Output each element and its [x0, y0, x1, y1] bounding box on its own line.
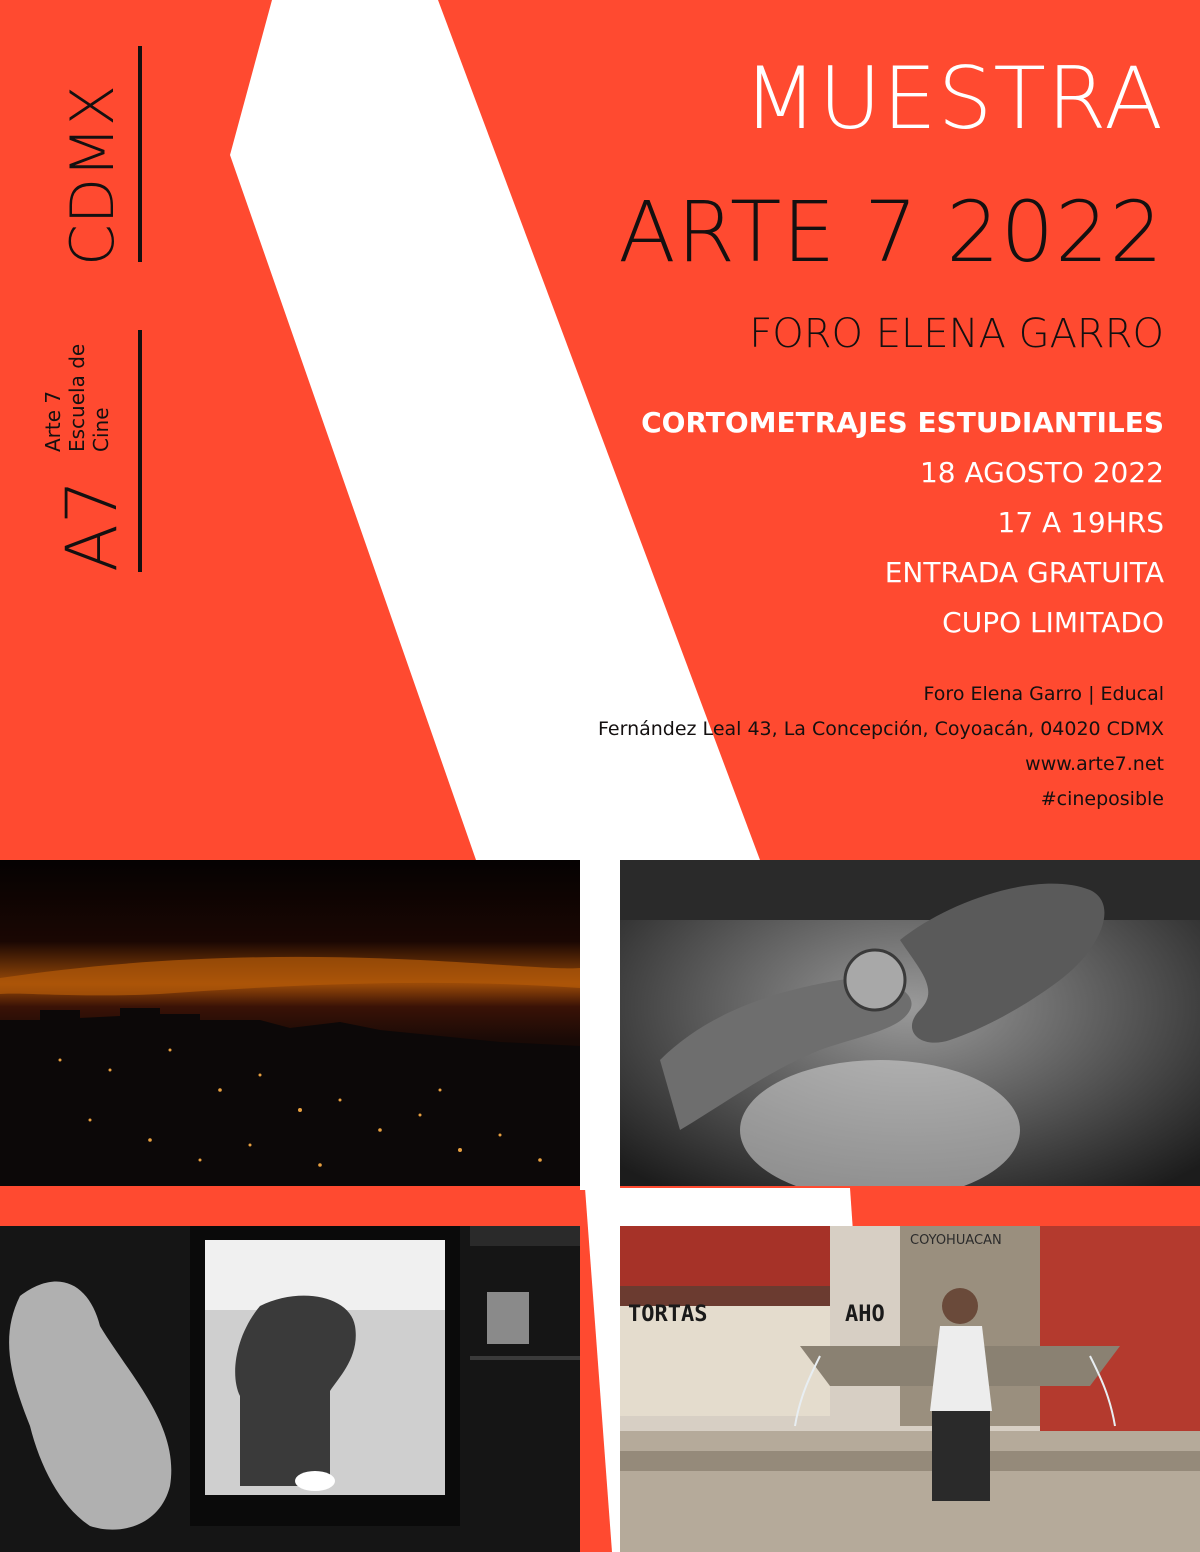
sign-coyohuacan: COYOHUACAN	[910, 1233, 1002, 1248]
event-details	[641, 398, 1164, 648]
logo-block	[0, 0, 160, 600]
photo-hands-coin	[620, 860, 1200, 1186]
photo-city-night	[0, 860, 580, 1186]
photo-mirror-man	[0, 1226, 580, 1552]
address-street: Fernández Leal 43, La Concepción, Coyoacán, 04020 CDMX	[598, 718, 1164, 740]
sign-aho: AHO	[845, 1302, 885, 1327]
address-block	[598, 677, 1164, 817]
event-entry: ENTRADA GRATUITA	[884, 556, 1164, 589]
school-line-3: Cine	[89, 407, 113, 452]
event-time: 17 A 19HRS	[997, 506, 1164, 539]
hashtag: #cineposible	[1040, 788, 1164, 810]
website-link[interactable]: www.arte7.net	[1025, 753, 1164, 775]
event-capacity: CUPO LIMITADO	[942, 606, 1164, 639]
city-label: CDMX	[58, 85, 128, 266]
title-line-1: MUESTRA	[743, 49, 1164, 149]
details-heading: CORTOMETRAJES ESTUDIANTILES	[641, 406, 1164, 439]
school-line-1: Arte 7	[41, 390, 65, 452]
school-line-2: Escuela de	[65, 343, 89, 452]
a7-logo-icon	[0, 0, 160, 600]
sign-tortas: TORTAS	[628, 1302, 708, 1327]
photo-fountain-coyoacan	[620, 1226, 1200, 1552]
address-place: Foro Elena Garro | Educal	[923, 683, 1164, 705]
logo-mark: A7	[51, 479, 133, 572]
venue-title: FORO ELENA GARRO	[749, 311, 1164, 357]
event-date: 18 AGOSTO 2022	[919, 456, 1164, 489]
title-line-2: ARTE 7 2022	[618, 183, 1164, 281]
